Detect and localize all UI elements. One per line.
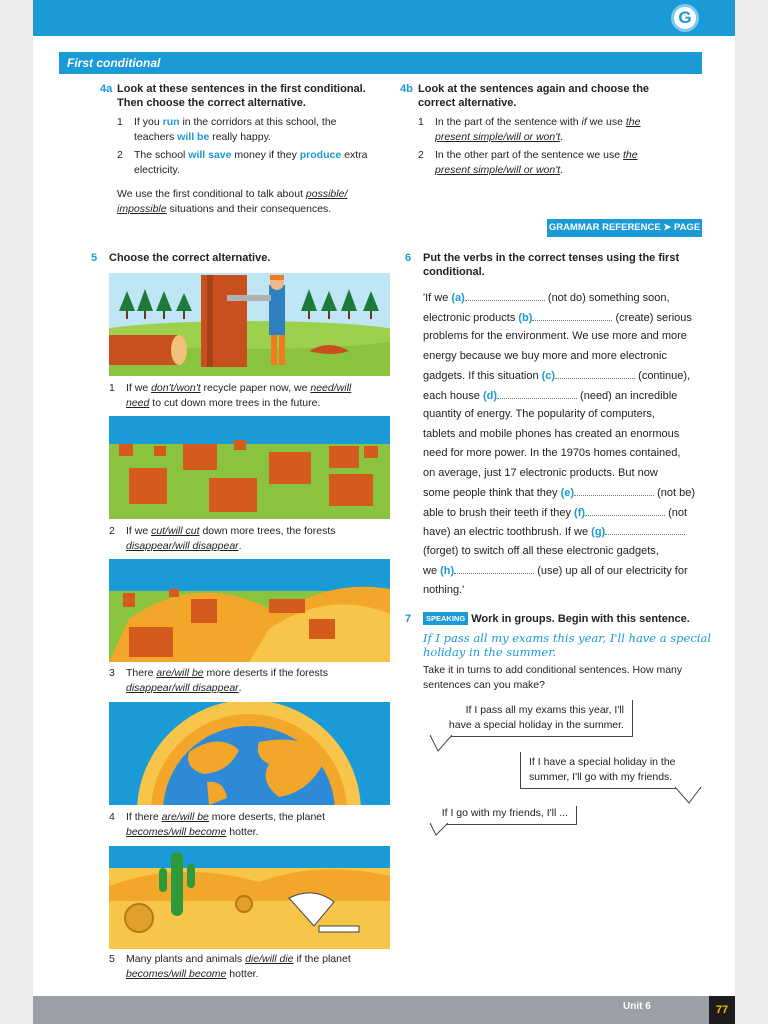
grammar-sentence: In the other part of the sentence we use the (435, 149, 638, 161)
footer-unit: Unit 6 (623, 1001, 651, 1012)
instruction: Take it in turns to add conditional sentences. How many (423, 664, 683, 676)
exercise-sentence: becomes/will become hotter. (126, 826, 259, 838)
answer-gap[interactable] (454, 563, 534, 574)
example-sentence: If I pass all my exams this year, I'll have a special (423, 631, 711, 645)
gap-fill-line: on average, just 17 electronic products. But now (423, 466, 658, 479)
bubble-tail-icon (430, 735, 460, 753)
gap-letter: (e) (560, 487, 575, 499)
exercise-number: 4a (100, 83, 113, 95)
exercise-heading: correct alternative. (418, 97, 517, 109)
answer-gap[interactable] (605, 524, 685, 535)
answer-gap[interactable] (497, 388, 577, 399)
exercise-number: 5 (91, 252, 98, 264)
answer-gap[interactable] (585, 505, 665, 516)
bubble-tail-icon (430, 823, 454, 837)
item-number: 2 (117, 149, 123, 161)
item-number: 2 (109, 525, 115, 537)
gap-fill-line: tablets and mobile phones has created an enormous (423, 427, 680, 440)
gap-fill-line: problems for the environment. We use more and more (423, 330, 687, 342)
gap-letter: (g) (591, 526, 606, 538)
page-number: 77 (709, 996, 735, 1024)
item-number: 5 (109, 953, 115, 965)
item-number: 3 (109, 667, 115, 679)
item-number: 1 (418, 116, 424, 128)
grammar-note: impossible situations and their consequences. (117, 203, 332, 215)
answer-gap[interactable] (465, 290, 545, 301)
speech-bubble (430, 700, 633, 737)
exercise-heading: Look at the sentences again and choose the (418, 83, 650, 95)
gap-fill-line: nothing.' (423, 583, 465, 596)
item-number: 2 (418, 149, 424, 161)
grammar-sentence: teachers will be really happy. (134, 131, 271, 143)
grammar-sentence: present simple/will or won't. (435, 164, 564, 176)
gap-fill-line: gadgets. If this situation (c) (continue), (423, 370, 691, 382)
exercise-heading: Choose the correct alternative. (109, 252, 271, 264)
gap-letter: (c) (541, 370, 556, 382)
lumberjack-illustration (109, 273, 390, 376)
exercise-heading: SPEAKING Work in groups. Begin with this sentence. (423, 612, 690, 626)
grammar-sentence: present simple/will or won't. (435, 131, 564, 143)
exercise-sentence: need to cut down more trees in the future. (126, 397, 321, 409)
exercise-heading: Put the verbs in the correct tenses using the first (423, 252, 680, 264)
exercise-sentence: If there are/will be more deserts, the planet (126, 811, 326, 823)
bubble-text: If I pass all my exams this year, I'll have a special holiday in the summer. (448, 704, 624, 731)
exercise-sentence: disappear/will disappear. (126, 540, 242, 552)
gap-fill-line: have) an electric toothbrush. If we (g) (423, 524, 685, 541)
gap-letter: (h) (440, 565, 455, 577)
bubble-text: If I go with my friends, I'll ... (441, 807, 568, 819)
gap-fill-line: each house (d) (need) an incredible (423, 389, 678, 402)
item-number: 4 (109, 811, 115, 823)
earth-illustration (109, 702, 390, 805)
gap-letter: (b) (518, 311, 533, 324)
gap-fill-line: some people think that they (e) (not be) (423, 487, 696, 499)
exercise-heading: conditional. (423, 266, 485, 278)
exercise-number: 6 (405, 252, 412, 264)
grammar-sentence: electricity. (134, 164, 180, 176)
grammar-sentence: The school will save money if they produce extra (134, 149, 368, 161)
exercise-sentence: becomes/will become hotter. (126, 968, 259, 980)
gap-letter: (d) (482, 389, 497, 402)
gap-fill-line: able to brush their teeth if they (f) (not (423, 506, 688, 519)
gap-fill-line: need for more power. In the 1970s homes contained, (423, 447, 681, 459)
gap-fill-line: quantity of energy. The popularity of computers, (423, 408, 655, 420)
top-bar (33, 0, 735, 36)
item-number: 1 (117, 116, 123, 128)
exercise-sentence: Many plants and animals die/will die if the planet (126, 953, 351, 965)
speech-bubble (520, 752, 701, 789)
answer-gap[interactable] (555, 368, 635, 379)
instruction: sentences can you make? (423, 679, 545, 691)
desert-illustration (109, 846, 390, 949)
exercise-heading: Look at these sentences in the first conditional. (117, 83, 366, 95)
speaking-badge: SPEAKING (423, 612, 468, 625)
grammar-note: We use the first conditional to talk about possible/ (117, 188, 348, 200)
gap-fill-line: we (h) (use) up all of our electricity for (423, 565, 688, 577)
answer-gap[interactable] (532, 310, 612, 321)
exercise-number: 4b (400, 83, 413, 95)
desert-stumps-illustration (109, 559, 390, 662)
answer-gap[interactable] (574, 485, 654, 496)
grammar-reference-link[interactable]: GRAMMAR REFERENCE ➤ PAGE 80 (547, 219, 702, 237)
exercise-sentence: disappear/will disappear. (126, 682, 242, 694)
gap-fill-line: (forget) to switch off all these electronic gadgets, (423, 544, 659, 557)
grammar-title: First conditional (59, 52, 702, 74)
exercise-sentence: If we don't/won't recycle paper now, we need/will (126, 382, 352, 394)
gap-letter: (a) (451, 292, 465, 304)
bubble-tail-icon (675, 787, 703, 805)
gap-fill-line: energy because we buy more and more electronic (423, 349, 667, 362)
item-number: 1 (109, 382, 115, 394)
gap-letter: (f) (574, 506, 586, 519)
bubble-text: If I have a special holiday in the summer, I'll go with my friends. (529, 756, 676, 783)
exercise-heading: Then choose the correct alternative. (117, 97, 306, 109)
exercise-sentence: There are/will be more deserts if the forests (126, 667, 328, 679)
grammar-badge-icon: G (671, 4, 699, 32)
grammar-sentence: If you run in the corridors at this school, the (134, 116, 337, 128)
exercise-sentence: If we cut/will cut down more trees, the forests (126, 525, 336, 537)
gap-fill-line: electronic products (b) (create) serious (423, 311, 692, 324)
example-sentence: holiday in the summer. (423, 645, 557, 659)
exercise-number: 7 (405, 613, 412, 625)
stumps-illustration (109, 416, 390, 519)
gap-fill-line: 'If we (a) (not do) something soon, (423, 292, 670, 304)
grammar-sentence: In the part of the sentence with if we use the (435, 116, 641, 128)
